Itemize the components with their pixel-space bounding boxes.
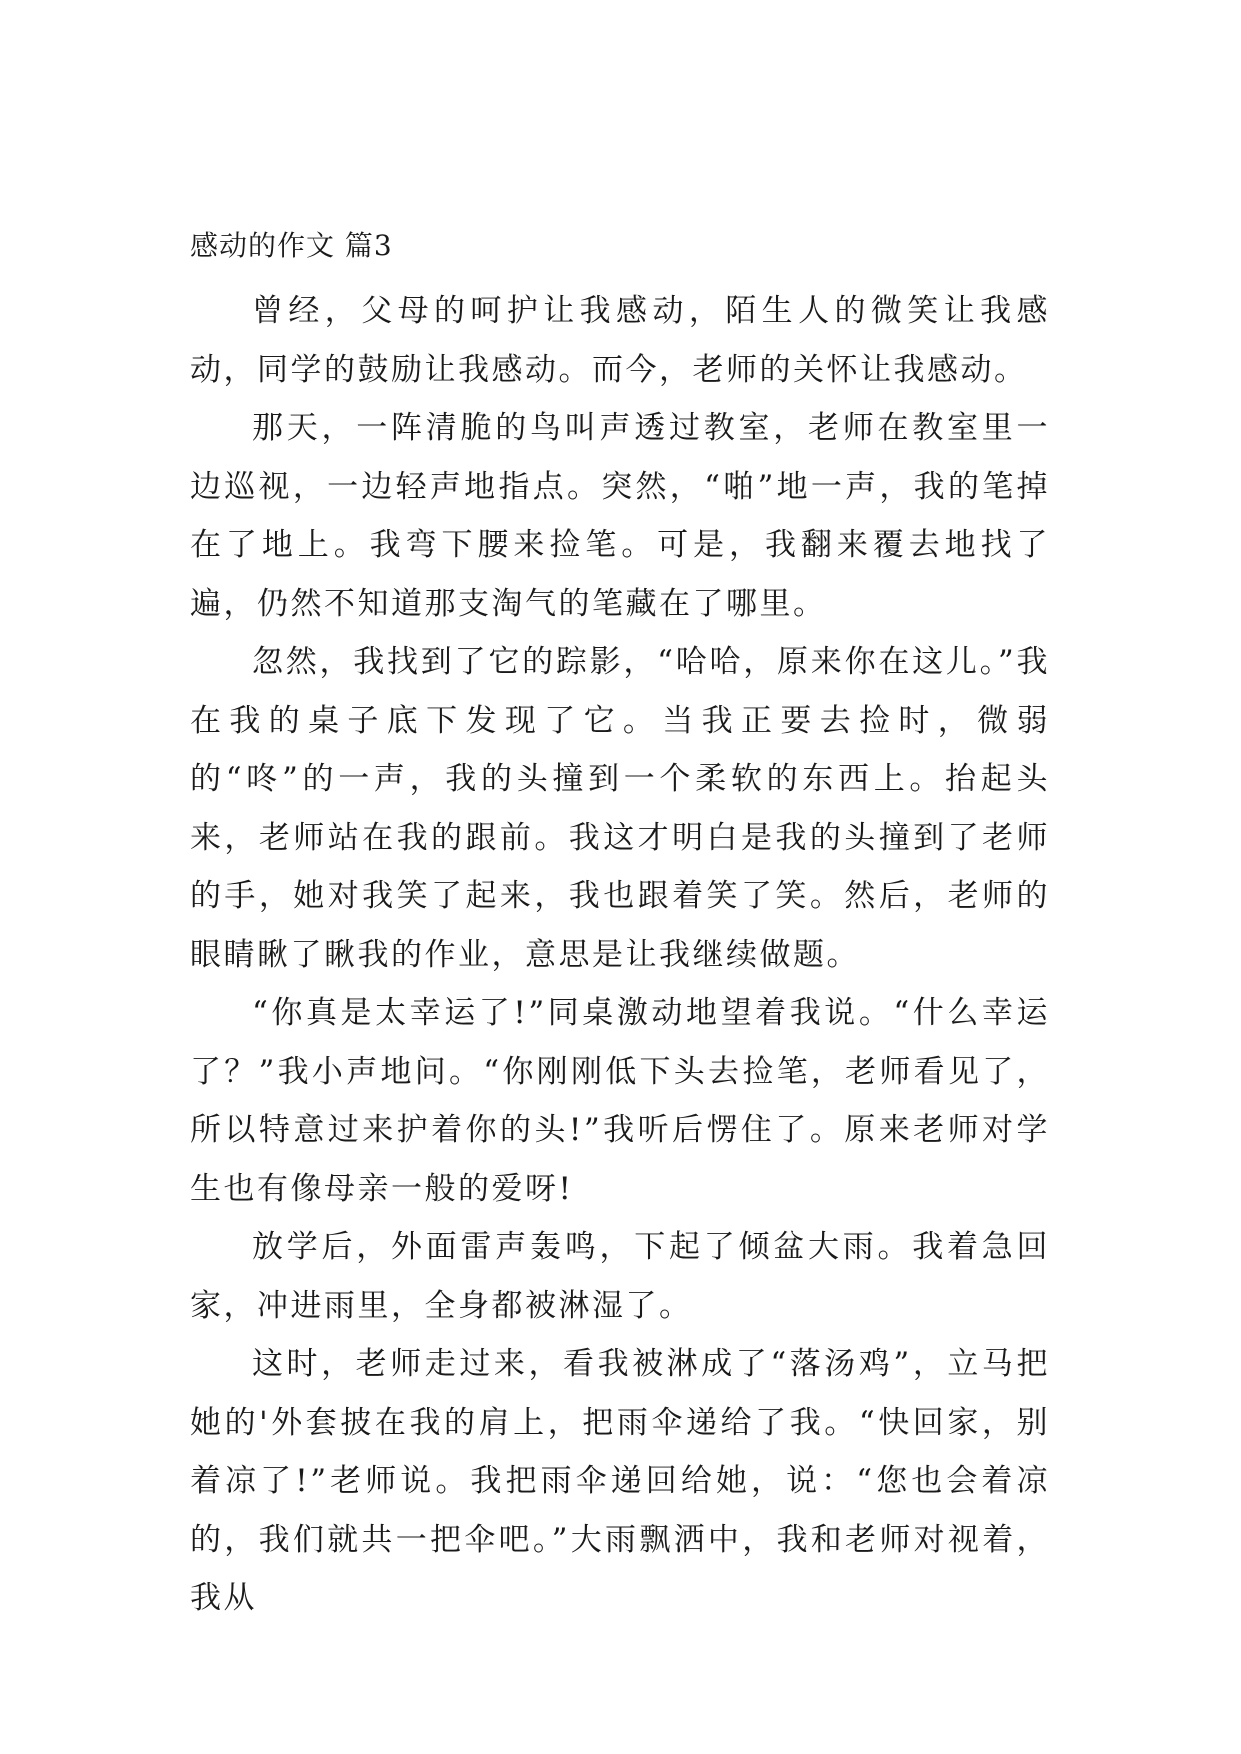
paragraph-4: “你真是太幸运了!”同桌激动地望着我说。“什么幸运了？”我小声地问。“你刚刚低下头去捡笔，老师看见了，所以特意过来护着你的头!”我听后愣住了。原来老师对学生也有像母亲一般的爱呀! [190,995,1050,1207]
paragraph-3: 忽然，我找到了它的踪影，“哈哈，原来你在这儿。”我在我的桌子底下发现了它。当我正要去捡时，微弱的“咚”的一声，我的头撞到一个柔软的东西上。抬起头来，老师站在我的跟前。我这才明白是我的头撞到了老师的手，她对我笑了起来，我也跟着笑了笑。然后，老师的眼睛瞅了瞅我的作业，意思是让我继续做题。 [190,644,1050,973]
paragraph-6: 这时，老师走过来，看我被淋成了“落汤鸡”，立马把她的'外套披在我的肩上，把雨伞递给了我。“快回家，别着凉了!”老师说。我把雨伞递回给她，说：“您也会着凉的，我们就共一把伞吧。”大雨飘洒中，我和老师对视着，我从 [190,1346,1050,1616]
document-title: 感动的作文 篇3 [190,229,393,262]
paragraph-2: 那天，一阵清脆的鸟叫声透过教室，老师在教室里一边巡视，一边轻声地指点。突然，“啪”地一声，我的笔掉在了地上。我弯下腰来捡笔。可是，我翻来覆去地找了遍，仍然不知道那支淘气的笔藏在了哪里。 [190,410,1050,622]
document-body [190,218,1050,1628]
paragraph-1: 曾经，父母的呵护让我感动，陌生人的微笑让我感动，同学的鼓励让我感动。而今，老师的关怀让我感动。 [190,293,1050,388]
paragraph-5: 放学后，外面雷声轰鸣，下起了倾盆大雨。我着急回家，冲进雨里，全身都被淋湿了。 [190,1229,1050,1324]
